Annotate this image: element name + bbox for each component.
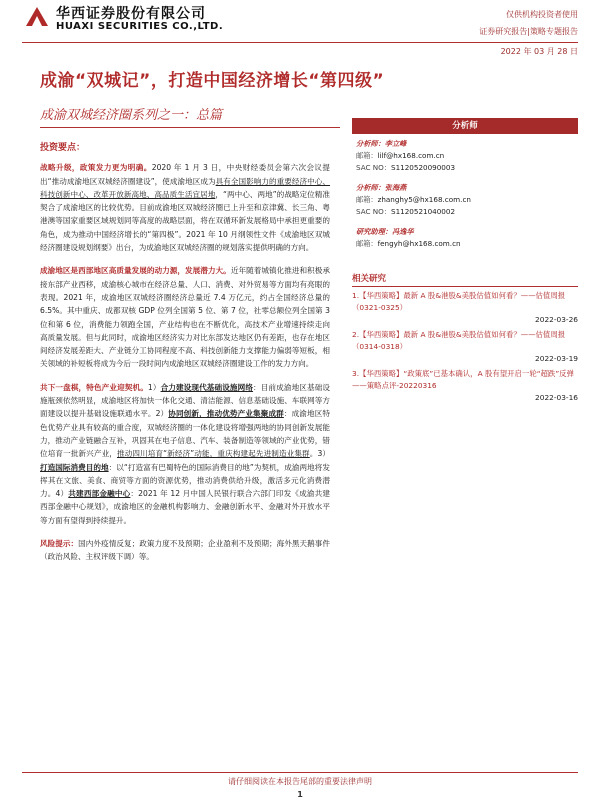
point-consumption: 打造国际消费目的地 — [40, 462, 109, 472]
risk-warning — [40, 537, 330, 564]
sac-label: SAC NO： — [356, 163, 392, 172]
analyst-sac: S1120520090003 — [391, 163, 456, 172]
audience-tag: 仅供机构投资者使用 — [506, 10, 578, 19]
page-number: 1 — [297, 790, 303, 799]
related-item-date: 2022-03-19 — [535, 354, 578, 363]
related-item-title: 2.【华西策略】最新 A 股&港股&美股估值如何看？——估值周报（0314-0318） — [352, 330, 566, 351]
point-finance: 共建西部金融中心 — [68, 489, 131, 499]
summary-paragraph-industries — [40, 381, 330, 527]
company-name-cn: 华西证券股份有限公司 — [56, 6, 206, 22]
summary-paragraph-strategy — [40, 161, 330, 254]
paragraph-text: 近年随着城镇化推进和积极承接东部产业西移，成渝核心城市在经济总量、人口、消费、对外贸易等方面均有亮眼的表现。2021 年，成渝地区双城经济圈经济总量近 7.4 万亿元，约占全国经济总量的 6.5%。其中重庆、成都双核 GDP 位列全国第 5 位、第 7 位，社零总额位列全国第 3 位和第 6 位，消费能力领跑全国，产业结构也在不断优化，高技术产业增速持续走向高质量发展。但与此同时，成渝地区经济实力对比东部发达地区仍有差距，也存在地区间经济发展差距大、产业链分工协同程度不高、科技创新能力支撑能力偏弱等短板，相关领域的补短板将成为今后一段时间内成渝地区双城经济圈建设工作的发力方向。 — [40, 266, 330, 369]
footer-divider — [22, 772, 578, 773]
related-item[interactable] — [352, 329, 578, 365]
analyst-card — [356, 182, 578, 218]
company-name-en: HUAXI SECURITIES CO.,LTD. — [56, 21, 224, 32]
paragraph-text: ：2021 年 12 月中国人民银行联合六部门印发《成渝共建西部金融中心规划》，成渝地区的金融机构影响力、金融创新水平、金融对外开放水平等方面有望得到持续提升。 — [40, 489, 330, 525]
paragraph-text: ：以“打造富有巴蜀特色的国际消费目的地”为契机，成渝两地将发挥其在文旅、美食、商贸等方面的资源优势，推动消费供给升级，激活多元化消费潜力。4） — [40, 462, 330, 499]
email-label: 邮箱： — [356, 195, 378, 204]
paragraph-lead: 共下一盘棋，特色产业迎契机。 — [40, 382, 148, 392]
risk-text: 国内外疫情反复；政策力度不及预期；企业盈利不及预期；海外黑天鹅事件（政治风险、主权评级下调）等。 — [40, 539, 331, 562]
paragraph-lead: 成渝地区是西部地区高质量发展的动力源，发展潜力大。 — [40, 266, 231, 276]
paragraph-lead: 战略升级，政策发力更为明确。 — [40, 163, 152, 173]
report-subtitle: 成渝双城经济圈系列之一：总篇 — [40, 108, 223, 123]
analyst-role: 分析师： — [356, 183, 385, 192]
assistant-name: 冯逸华 — [391, 227, 414, 236]
paragraph-text: ，“两中心、两地”的战略定位精准契合了成渝地区的比较优势。目前成渝地区双城经济圈已上升至和京津冀、长三角、粤港澳等国家重要区域规划同等高度的战略层面，将在双循环新发展格局中承担更重要的角色，成为推动中国经济增长的“第四极”。2021 年 10 月纲领性文件《成渝地区双城经济圈建设规划纲要》出台，为成渝地区双城经济圈的规划落实提供明确的方向。 — [40, 189, 330, 253]
report-title: 成渝“双城记”，打造中国经济增长“第四级” — [40, 71, 385, 91]
summary-paragraph-potential — [40, 264, 330, 370]
assistant-role: 研究助理： — [356, 227, 392, 236]
analyst-card — [356, 138, 578, 174]
sidebar — [352, 118, 578, 404]
assistant-email[interactable]: fengyh@hx168.com.cn — [377, 239, 461, 248]
related-item[interactable] — [352, 368, 578, 404]
huaxi-logo-icon — [22, 4, 52, 30]
related-item-date: 2022-03-26 — [535, 315, 578, 324]
analyst-name: 李立峰 — [384, 139, 407, 148]
paragraph-text: 。3） — [309, 449, 330, 459]
analyst-name: 张海燕 — [384, 183, 407, 192]
related-item[interactable] — [352, 290, 578, 326]
analyst-email[interactable]: zhanghy5@hx168.com.cn — [377, 195, 471, 204]
paragraph-text: 1） — [147, 382, 161, 392]
analyst-header-bar: 分析师 — [352, 118, 578, 134]
risk-lead: 风险提示： — [40, 539, 79, 549]
analyst-email[interactable]: lilf@hx168.com.cn — [377, 151, 445, 160]
sac-label: SAC NO： — [356, 207, 392, 216]
paragraph-text: ：成渝地区特色优势产业具有较高的重合度，双城经济圈的一体化建设将增强两地的协同创新发展能力，推动产业链融合互补，巩固其在电子信息、汽车、装备制造等领域的产业优势，错位培育一批新兴产业， — [40, 409, 331, 459]
email-label: 邮箱： — [356, 239, 378, 248]
summary-heading: 投资要点： — [40, 143, 86, 153]
investment-summary — [40, 142, 330, 574]
paragraph-text: 2020 年 1 月 3 日，中央财经委员会第六次会议提出“推动成渝地区双城经济圈建设”，使成渝地区成为 — [40, 163, 331, 186]
related-item-title: 3.【华西策略】“政策底”已基本确认，A 股有望开启一轮“超跌”反弹——策略点评-20220316 — [352, 369, 574, 390]
subtitle-divider — [40, 127, 340, 128]
analyst-role: 分析师： — [356, 139, 385, 148]
point-innovation: 协同创新，推动优势产业集聚成群 — [168, 409, 284, 419]
paragraph-underline: 推动四川培育“新经济”动能，重庆构建起先进制造业集群 — [116, 449, 310, 459]
point-infrastructure: 合力建设现代基础设施网络 — [160, 382, 254, 392]
header-divider — [22, 42, 578, 43]
report-type-tag: 证券研究报告|策略专题报告 — [479, 27, 578, 36]
paragraph-text: ：目前成渝地区基础设施瓶颈依然明显，成渝地区将加快一体化交通、清洁能源、信息基础设施、车联网等方面建设以提升基础设施联通水平。2） — [40, 382, 331, 419]
related-item-title: 1.【华西策略】最新 A 股&港股&美股估值如何看？——估值周报（0321-0325） — [352, 291, 566, 312]
related-research-heading: 相关研究 — [352, 272, 578, 287]
paragraph-underline: 具有全国影响力的重要经济中心、科技创新中心、改革开放新高地、高品质生活宜居地 — [40, 176, 331, 199]
analyst-sac: S1120521040002 — [391, 207, 456, 216]
email-label: 邮箱： — [356, 151, 378, 160]
report-date: 2022 年 03 月 28 日 — [500, 47, 578, 56]
assistant-card — [356, 226, 578, 250]
legal-notice: 请仔细阅读在本报告尾部的重要法律声明 — [228, 777, 372, 786]
related-item-date: 2022-03-16 — [535, 393, 578, 402]
